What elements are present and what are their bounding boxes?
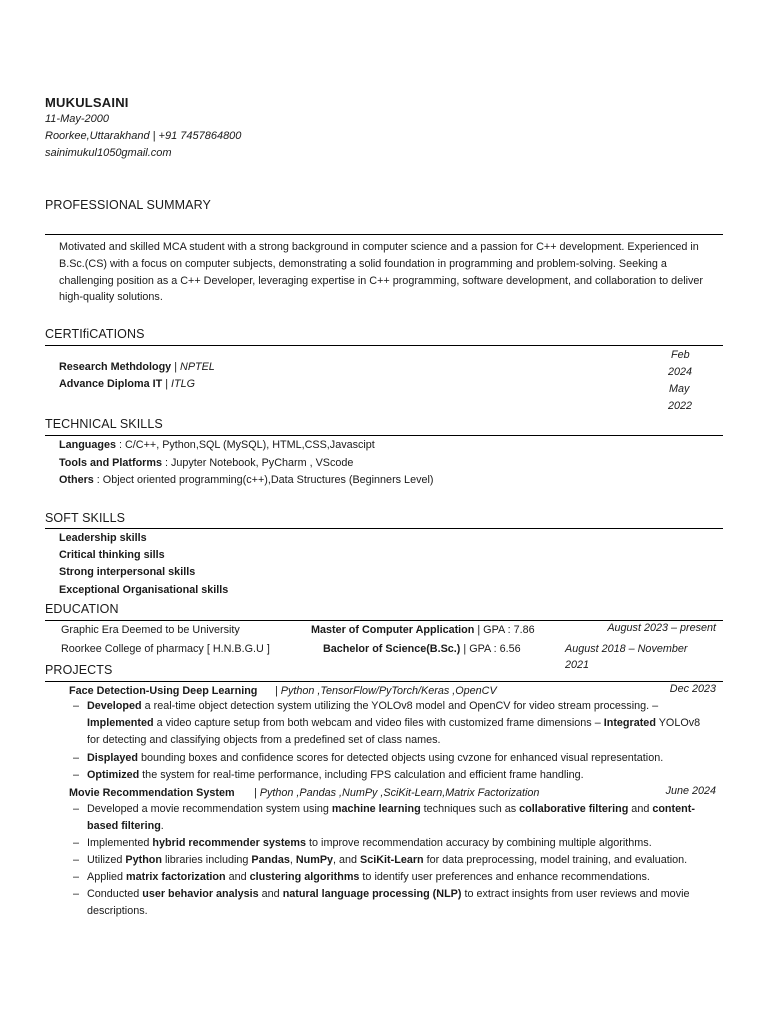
project-date: Dec 2023 [669, 683, 716, 695]
certification-issuer: ITLG [171, 378, 196, 390]
divider [45, 234, 723, 235]
bullet-dash: – [73, 700, 80, 712]
certification-date-month: Feb [671, 349, 690, 361]
certification-date-year: 2022 [668, 400, 693, 412]
soft-skill-item: Critical thinking sills [59, 549, 165, 561]
certification-item [59, 359, 215, 375]
education-date: August 2023 – present [607, 622, 716, 634]
bullet-dash: – [73, 888, 80, 900]
project-title: Face Detection-Using Deep Learning [69, 685, 258, 697]
certification-date-year: 2024 [668, 366, 693, 378]
certification-title: Research Methdology [59, 361, 172, 373]
skill-label: Tools and Platforms [59, 457, 162, 469]
list-item: – Optimized the system for real-time performance, including FPS calculation and efficient frame handling. [73, 767, 713, 784]
skill-label: Others [59, 474, 94, 486]
divider [45, 620, 723, 621]
project-title: Movie Recommendation System [69, 787, 235, 799]
education-date: August 2018 – November [565, 643, 688, 655]
divider [45, 681, 723, 682]
certification-item [59, 376, 195, 392]
list-item: – Utilized Python libraries including Pandas, NumPy, and SciKit-Learn for data preprocessing, model training, and evaluation. [73, 852, 713, 869]
list-item: – Applied matrix factorization and clustering algorithms to identify user preferences and enhance recommendations. [73, 869, 713, 886]
section-heading-certifications: CERTIfiCATIONS [45, 327, 145, 341]
education-school: Roorkee College of pharmacy [ H.N.B.G.U ] [61, 643, 270, 655]
soft-skill-item: Leadership skills [59, 532, 147, 544]
date-of-birth: 11-May-2000 [45, 113, 109, 125]
education-degree-row [323, 641, 521, 657]
summary-text: Motivated and skilled MCA student with a strong background in computer science and a passion for C++ development. Experienced in B.Sc.(CS) with a focus on computer subjects, demonstrating a solid foundation in programming and problem-solving. Seeking a challenging position as a C++ Developer, leveraging expertise in C++ programming, software development, and collaboration to deliver high-quality solutions. [59, 241, 703, 304]
list-item: – Conducted user behavior analysis and natural language processing (NLP) to extract insights from user reviews and movie descriptions. [73, 888, 690, 917]
list-item: – Implemented hybrid recommender systems to improve recommendation accuracy by combining multiple algorithms. [73, 835, 713, 852]
certification-issuer: NPTEL [180, 361, 215, 373]
location-phone: Roorkee,Uttarakhand | +91 7457864800 [45, 130, 242, 142]
skill-value: : C/C++, Python,SQL (MySQL), HTML,CSS,Javascipt [116, 439, 375, 451]
divider [45, 345, 723, 346]
project-date: June 2024 [665, 785, 716, 797]
skill-value: : Jupyter Notebook, PyCharm , VScode [161, 457, 354, 469]
soft-skill-item: Exceptional Organisational skills [59, 584, 229, 596]
divider [45, 435, 723, 436]
skill-row [59, 472, 433, 488]
bullet-dash: – [73, 871, 80, 883]
section-heading-projects: PROJECTS [45, 663, 113, 677]
section-heading-soft-skills: SOFT SKILLS [45, 511, 126, 525]
section-heading-education: EDUCATION [45, 602, 119, 616]
divider [45, 528, 723, 529]
bullet-dash: – [73, 803, 80, 815]
education-gpa: | GPA : 7.86 [474, 624, 535, 636]
skill-row [59, 455, 353, 471]
section-heading-summary: PROFESSIONAL SUMMARY [45, 198, 211, 212]
education-degree-row [311, 622, 535, 638]
bullet-dash: – [73, 752, 80, 764]
section-heading-technical-skills: TECHNICAL SKILLS [45, 417, 163, 431]
list-item: – Developed a movie recommendation system using machine learning techniques such as collaborative filtering and content-based filtering. [73, 803, 695, 832]
education-degree: Bachelor of Science(B.Sc.) [323, 643, 461, 655]
project-tech: | Python ,TensorFlow/PyTorch/Keras ,OpenCV [275, 685, 497, 697]
education-school: Graphic Era Deemed to be University [61, 624, 240, 636]
soft-skill-item: Strong interpersonal skills [59, 566, 196, 578]
separator: | [165, 378, 169, 390]
project-tech: | Python ,Pandas ,NumPy ,SciKit-Learn,Matrix Factorization [254, 787, 540, 799]
separator: | [174, 361, 178, 373]
list-item: – Displayed bounding boxes and confidence scores for detected objects using cvzone for enhanced visual representation. [73, 750, 713, 767]
certification-date-month: May [669, 383, 690, 395]
education-gpa: | GPA : 6.56 [460, 643, 521, 655]
bullet-dash: – [73, 854, 80, 866]
email: sainimukul1050gmail.com [45, 147, 172, 159]
bullet-dash: – [73, 837, 80, 849]
education-degree: Master of Computer Application [311, 624, 475, 636]
certification-title: Advance Diploma IT [59, 378, 163, 390]
skill-label: Languages [59, 439, 116, 451]
skill-value: : Object oriented programming(c++),Data Structures (Beginners Level) [93, 474, 434, 486]
bullet-dash: – [73, 769, 80, 781]
candidate-name: MUKULSAINI [45, 95, 129, 110]
education-date-year: 2021 [565, 659, 590, 671]
skill-row [59, 437, 375, 453]
list-item: – Developed a real-time object detection system utilizing the YOLOv8 model and OpenCV for video stream processing. – Implemented a video capture setup from both webcam and video files with customized frame dimensions – Integrated YOLOv8 for detecting and classifying objects from a predefined set of class names. [73, 700, 701, 746]
